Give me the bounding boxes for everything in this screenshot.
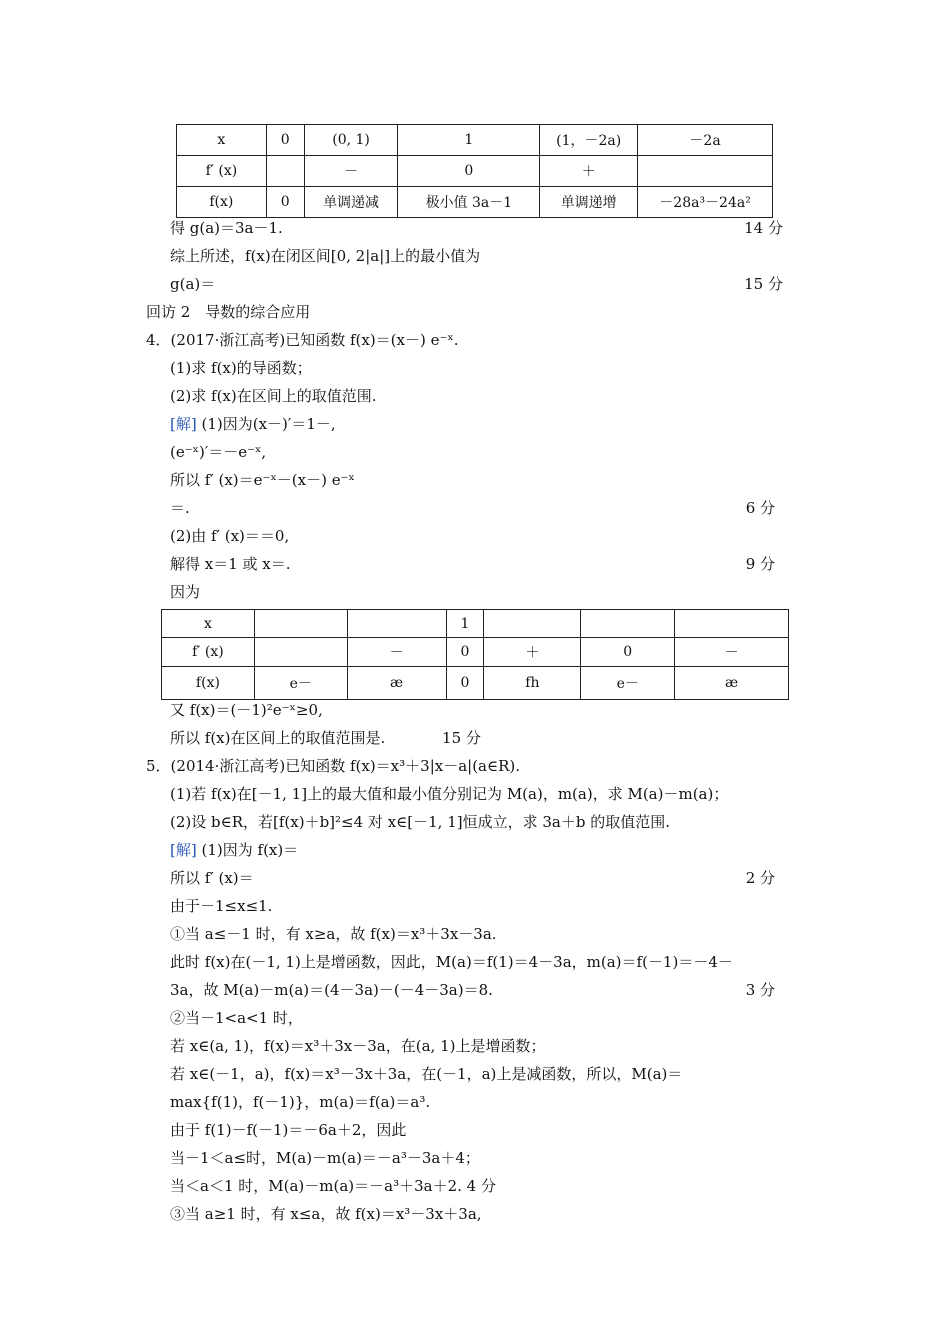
solution-line: (2)由 f′ (x)＝＝0, bbox=[170, 527, 290, 545]
table-cell: f(x) bbox=[177, 187, 267, 218]
solution-line: ＝. bbox=[170, 499, 190, 517]
table-cell: x bbox=[162, 610, 255, 638]
table-cell bbox=[254, 610, 347, 638]
table-cell: 极小值 3a－1 bbox=[398, 187, 540, 218]
table-row bbox=[162, 610, 789, 638]
solution-line: 解得 x＝1 或 x＝. bbox=[170, 555, 291, 573]
table-cell: ＋ bbox=[484, 638, 581, 667]
solution-text: (1)因为 f(x)＝ bbox=[201, 841, 299, 859]
problem-4-q1: (1)求 f(x)的导函数； bbox=[170, 359, 312, 377]
table-cell: 0 bbox=[266, 125, 304, 156]
table-row bbox=[177, 156, 773, 187]
solution-line: 由于－1≤x≤1. bbox=[170, 897, 273, 915]
table-cell bbox=[675, 610, 789, 638]
table-2 bbox=[161, 609, 789, 700]
solution-line: 此时 f(x)在(－1, 1)上是增函数，因此，M(a)＝f(1)＝4－3a，m(a)＝f(－1)＝－4－ bbox=[170, 953, 733, 971]
table-cell: e－ bbox=[581, 667, 675, 700]
problem-5-q1: (1)若 f(x)在[－1, 1]上的最大值和最小值分别记为 M(a)，m(a)，求 M(a)－m(a)； bbox=[170, 785, 729, 803]
score-label: 9 分 bbox=[745, 555, 775, 573]
table-cell: －2a bbox=[638, 125, 773, 156]
table-cell bbox=[347, 610, 446, 638]
table-cell bbox=[638, 156, 773, 187]
table-cell: － bbox=[347, 638, 446, 667]
table-cell: 0 bbox=[266, 187, 304, 218]
text-line: g(a)＝ bbox=[170, 275, 216, 293]
solution-text: 所以 f(x)在区间上的取值范围是. bbox=[170, 729, 386, 747]
solution-line: (e⁻ˣ)′＝－e⁻ˣ, bbox=[170, 443, 267, 461]
table-cell: 0 bbox=[446, 638, 484, 667]
text-line: 得 g(a)＝3a－1. bbox=[170, 219, 283, 237]
table-cell: æ bbox=[675, 667, 789, 700]
table-cell: f(x) bbox=[162, 667, 255, 700]
solution-text: (1)因为(x－)′＝1－, bbox=[201, 415, 336, 433]
table-cell: f′ (x) bbox=[162, 638, 255, 667]
table-row bbox=[162, 638, 789, 667]
solution-line: ③当 a≥1 时，有 x≤a，故 f(x)＝x³－3x＋3a, bbox=[170, 1205, 482, 1223]
solution-line: 当＜a＜1 时，M(a)－m(a)＝－a³＋3a＋2. 4 分 bbox=[170, 1177, 496, 1195]
table-cell: 1 bbox=[446, 610, 484, 638]
score-label: 15 分 bbox=[744, 275, 783, 293]
table-cell: － bbox=[675, 638, 789, 667]
table-cell bbox=[484, 610, 581, 638]
table-cell: 0 bbox=[398, 156, 540, 187]
score-label: 14 分 bbox=[744, 219, 783, 237]
table-cell: (0, 1) bbox=[304, 125, 398, 156]
table-row bbox=[177, 125, 773, 156]
solution-line: 若 x∈(－1，a)，f(x)＝x³－3x＋3a，在(－1，a)上是减函数，所以，M(a)＝ bbox=[170, 1065, 683, 1083]
table-cell bbox=[266, 156, 304, 187]
table-cell: x bbox=[177, 125, 267, 156]
score-label: 2 分 bbox=[745, 869, 775, 887]
solution-line: 由于 f(1)－f(－1)＝－6a＋2，因此 bbox=[170, 1121, 407, 1139]
table-row bbox=[162, 667, 789, 700]
table-cell: － bbox=[304, 156, 398, 187]
table-cell: fh bbox=[484, 667, 581, 700]
table-cell: (1，－2a) bbox=[540, 125, 638, 156]
solution-line bbox=[170, 728, 481, 748]
table-cell: e－ bbox=[254, 667, 347, 700]
solution-line: 又 f(x)＝(－1)²e⁻ˣ≥0, bbox=[170, 701, 323, 719]
solution-line: 因为 bbox=[170, 583, 201, 601]
solution-tag: [解] bbox=[170, 841, 197, 859]
solution-line: ①当 a≤－1 时，有 x≥a，故 f(x)＝x³＋3x－3a. bbox=[170, 925, 497, 943]
solution-line bbox=[170, 840, 298, 860]
solution-line: 当－1＜a≤时，M(a)－m(a)＝－a³－3a＋4； bbox=[170, 1149, 480, 1167]
solution-line: 所以 f′ (x)＝ bbox=[170, 869, 254, 887]
solution-line: ②当－1<a<1 时， bbox=[170, 1009, 303, 1027]
table-cell: ＋ bbox=[540, 156, 638, 187]
table-cell: 单调递减 bbox=[304, 187, 398, 218]
solution-line: 所以 f′ (x)＝e⁻ˣ－(x－) e⁻ˣ bbox=[170, 471, 355, 489]
table-cell bbox=[581, 610, 675, 638]
problem-5-q2: (2)设 b∈R，若[f(x)＋b]²≤4 对 x∈[－1, 1]恒成立，求 3a＋b 的取值范围. bbox=[170, 813, 670, 831]
solution-line: 若 x∈(a, 1)，f(x)＝x³＋3x－3a，在(a, 1)上是增函数； bbox=[170, 1037, 546, 1055]
table-cell: －28a³－24a² bbox=[638, 187, 773, 218]
table-cell: æ bbox=[347, 667, 446, 700]
problem-5-stem: 5．(2014·浙江高考)已知函数 f(x)＝x³＋3|x－a|(a∈R). bbox=[146, 757, 521, 775]
table-row bbox=[177, 187, 773, 218]
score-label: 3 分 bbox=[745, 981, 775, 999]
table-1 bbox=[176, 124, 773, 218]
table-cell: 0 bbox=[446, 667, 484, 700]
table-cell: f′ (x) bbox=[177, 156, 267, 187]
table-cell bbox=[254, 638, 347, 667]
score-label: 15 分 bbox=[442, 729, 481, 747]
table-cell: 单调递增 bbox=[540, 187, 638, 218]
problem-4-stem: 4．(2017·浙江高考)已知函数 f(x)＝(x－) e⁻ˣ. bbox=[146, 331, 459, 349]
section-title: 回访 2 导数的综合应用 bbox=[146, 303, 311, 321]
table-cell: 1 bbox=[398, 125, 540, 156]
solution-line: max{f(1)，f(－1)}，m(a)＝f(a)＝a³. bbox=[170, 1093, 431, 1111]
problem-4-q2: (2)求 f(x)在区间上的取值范围. bbox=[170, 387, 377, 405]
solution-line bbox=[170, 414, 336, 434]
solution-tag: [解] bbox=[170, 415, 197, 433]
table-cell: 0 bbox=[581, 638, 675, 667]
score-label: 6 分 bbox=[745, 499, 775, 517]
solution-line: 3a，故 M(a)－m(a)＝(4－3a)－(－4－3a)＝8. bbox=[170, 981, 493, 999]
text-line: 综上所述，f(x)在闭区间[0, 2|a|]上的最小值为 bbox=[170, 247, 481, 265]
